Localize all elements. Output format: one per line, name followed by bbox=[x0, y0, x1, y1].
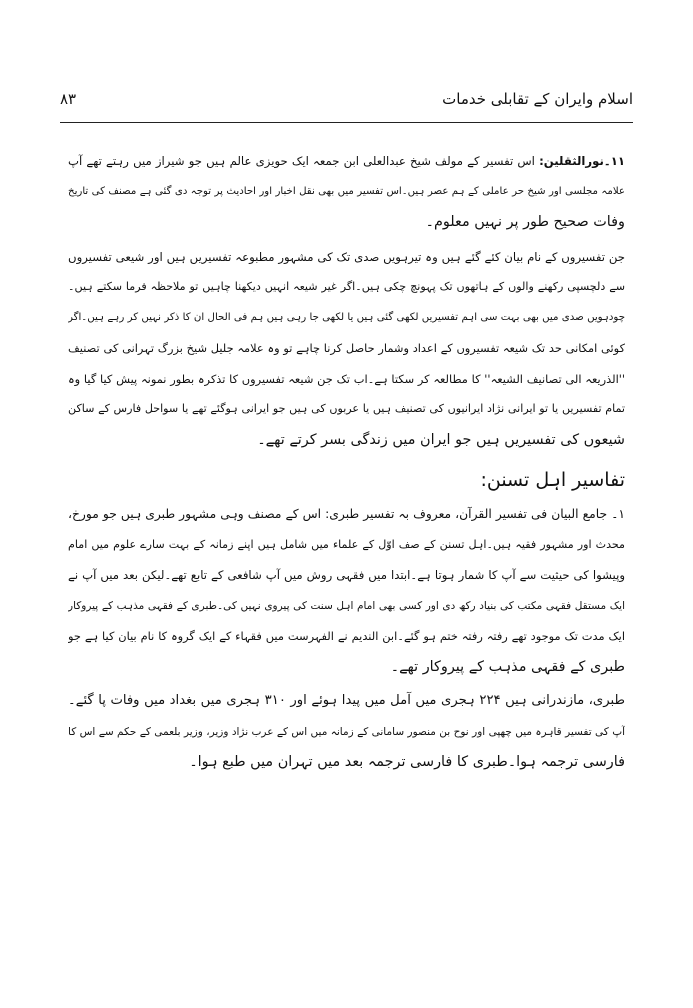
paragraph-line: سے دلچسپی رکھنے والوں کے ہاتھوں تک پہونچ چکی ہیں۔اگر غیر شیعہ انہیں دیکھنا چاہیں تو ملاحظہ فرما سکتے ہیں۔ bbox=[68, 280, 625, 293]
paragraph-line: محدث اور مشہور فقیہ ہیں۔اہل تسنن کے صف اوّل کے علماء میں شامل ہیں اپنے زمانہ کے بہت سارے علوم میں امام bbox=[68, 537, 625, 551]
page-header bbox=[60, 88, 633, 118]
header-rule bbox=[60, 122, 633, 123]
item-title: نورالثقلین: bbox=[539, 154, 604, 168]
paragraph-line: طبری کے فقہی مذہب کے پیروکار تھے۔ bbox=[390, 658, 625, 675]
paragraph-line: کوئی امکانی حد تک شیعہ تفسیروں کے اعداد وشمار حاصل کرنا چاہے تو وہ علامہ جلیل شیخ بزرگ تہرانی کی تصنیف bbox=[68, 341, 625, 355]
paragraph-line: وفات صحیح طور پر نہیں معلوم۔ bbox=[425, 214, 625, 230]
paragraph-line: وپیشوا کی حیثیت سے آپ کا شمار ہوتا ہے۔ابتدا میں فقہی روش میں آپ شافعی کے تابع تھے۔لیکن بعد میں آپ نے bbox=[68, 568, 625, 582]
line-text: اس تفسیر کے مولف شیخ عبدالعلی ابن جمعہ ایک حویزی عالم ہیں جو شیراز میں رہتے تھے آپ bbox=[68, 154, 535, 168]
paragraph-line: شیعوں کی تفسیریں ہیں جو ایران میں زندگی بسر کرتے تھے۔ bbox=[257, 431, 625, 448]
paragraph-line: تمام تفسیریں یا تو ایرانی نژاد ایرانیوں کی تصنیف ہیں یا عربوں کی ہیں جو ایرانی ہوگئے تھے یا سواحل فارس کے ساکن bbox=[68, 402, 625, 415]
section-heading: تفاسیر اہل تسنن: bbox=[480, 469, 625, 491]
paragraph-line: ''الذریعہ الی تصانیف الشیعہ'' کا مطالعہ کر سکتا ہے۔اب تک جن شیعہ تفسیروں کا تذکرہ بطور نمونہ پیش کیا گیا وہ bbox=[68, 371, 625, 386]
paragraph-line: چودہویں صدی میں بھی بہت سی اہم تفسیریں لکھی گئی ہیں یا لکھی جا رہی ہیں ہم فی الحال ان کا ذکر نہیں کر رہے ہیں۔اگر bbox=[68, 311, 625, 323]
paragraph-line: جن تفسیروں کے نام بیان کئے گئے ہیں وہ تیرہویں صدی تک کی مشہور مطبوعہ تفسیریں ہیں اور شیعی تفسیروں bbox=[68, 249, 625, 264]
paragraph-line bbox=[68, 146, 625, 177]
body-text bbox=[68, 146, 625, 778]
item-number: ۱۱۔ bbox=[603, 154, 625, 168]
paragraph-line: فارسی ترجمہ ہوا۔طبری کا فارسی ترجمہ بعد میں تہران میں طبع ہوا۔ bbox=[189, 754, 625, 770]
page-number: ۸۳ bbox=[60, 90, 77, 108]
paragraph-line: ۱۔ جامع البیان فی تفسیر القرآن، معروف بہ تفسیر طبری: اس کے مصنف وہی مشہور طبری ہیں جو مورخ، bbox=[68, 507, 625, 521]
paragraph-line: آپ کی تفسیر قاہرہ میں چھپی اور نوح بن منصور سامانی کے زمانہ میں اس کے عرب نژاد وزیر، وزیر بلعمی کے حکم سے اس کا bbox=[68, 725, 625, 738]
running-title: اسلام وایران کے تقابلی خدمات bbox=[442, 90, 633, 108]
paragraph-line: ایک مستقل فقہی مکتب کی بنیاد رکھ دی اور کسی بھی امام اہل سنت کی پیروی نہیں کی۔طبری کے فقہی مذہب کے پیروکار bbox=[68, 599, 625, 612]
paragraph-line: طبری، مازندرانی ہیں ۲۲۴ ہجری میں آمل میں پیدا ہوئے اور ۳۱۰ ہجری میں بغداد میں وفات پا گئے۔ bbox=[68, 693, 625, 708]
paragraph-line: علامہ مجلسی اور شیخ حر عاملی کے ہم عصر ہیں۔اس تفسیر میں بھی نقل اخبار اور احادیث پر توجہ دی گئی ہے مصنف کی تاریخ bbox=[68, 185, 625, 197]
paragraph-line: ایک مدت تک موجود تھے رفتہ رفتہ ختم ہو گئے۔ابن الندیم نے الفہرست میں فقہاء کے ایک گروہ کا نام بیان کیا ہے جو bbox=[68, 629, 625, 643]
